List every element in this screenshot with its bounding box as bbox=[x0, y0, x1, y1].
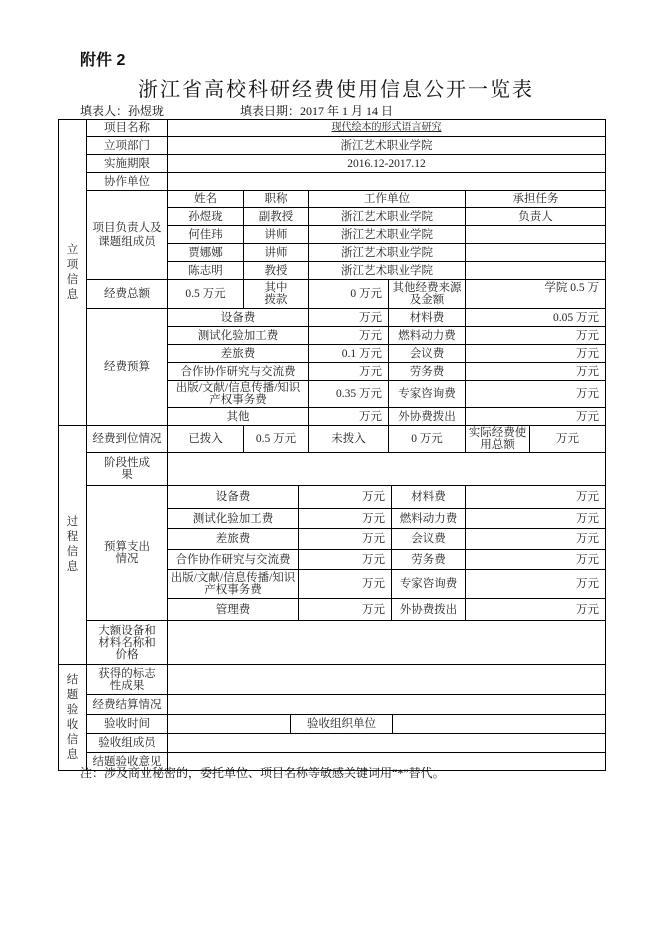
budget-item-label: 会议费 bbox=[388, 344, 466, 363]
label-out: 未拨入 bbox=[308, 425, 389, 453]
section-label: 过程信息 bbox=[66, 516, 79, 573]
member-task bbox=[465, 225, 606, 244]
label-org: 验收组织单位 bbox=[290, 714, 393, 734]
acceptance-org bbox=[392, 714, 606, 734]
arrival-in: 0.5 万元 bbox=[243, 425, 309, 453]
member-name: 贾娜娜 bbox=[167, 243, 244, 262]
stage-results bbox=[167, 452, 606, 486]
expense-item-value: 万元 bbox=[298, 485, 392, 509]
expense-item-value: 万元 bbox=[298, 549, 392, 570]
members-header: 职称 bbox=[243, 190, 309, 208]
expense-item-label: 会议费 bbox=[391, 528, 466, 550]
acceptance-time bbox=[167, 714, 291, 734]
funding-other: 学院 0.5 万 bbox=[465, 279, 606, 309]
budget-item-label: 合作协作研究与交流费 bbox=[167, 362, 309, 381]
expense-item-label: 外协费拨出 bbox=[391, 598, 466, 621]
page-title: 浙江省高校科研经费使用信息公开一览表 bbox=[138, 79, 534, 101]
large-equipment bbox=[167, 620, 606, 665]
budget-item-value: 万元 bbox=[308, 362, 389, 381]
member-task: 负责人 bbox=[465, 207, 606, 226]
label-members: 项目负责人及课题组成员 bbox=[86, 190, 168, 280]
label-budget: 经费预算 bbox=[86, 308, 168, 426]
label-acceptance-members: 验收组成员 bbox=[86, 733, 168, 753]
expense-item-value: 万元 bbox=[465, 508, 606, 529]
budget-item-value: 万元 bbox=[308, 326, 389, 345]
filler: 填表人：孙煜珑 bbox=[80, 104, 165, 118]
expense-item-value: 万元 bbox=[465, 598, 606, 621]
acceptance-members bbox=[167, 733, 606, 753]
project-period: 2016.12-2017.12 bbox=[167, 154, 606, 173]
label-results: 获得的标志性成果 bbox=[86, 664, 168, 695]
budget-item-label: 测试化验加工费 bbox=[167, 326, 309, 345]
expense-item-value: 万元 bbox=[298, 508, 392, 529]
expense-item-value: 万元 bbox=[465, 485, 606, 509]
budget-item-value: 0.1 万元 bbox=[308, 344, 389, 363]
section-setup bbox=[58, 119, 87, 426]
budget-item-value: 万元 bbox=[465, 344, 606, 363]
project-name: 现代绘本的形式语言研究 bbox=[167, 119, 606, 137]
footnote: 注：涉及商业秘密的，委托单位、项目名称等敏感关键词用“*”替代。 bbox=[80, 766, 445, 780]
member-task bbox=[465, 261, 606, 280]
attachment-label: 附件 2 bbox=[80, 52, 126, 69]
member-task bbox=[465, 243, 606, 262]
member-name: 陈志明 bbox=[167, 261, 244, 280]
member-name: 何佳玮 bbox=[167, 225, 244, 244]
expense-item-value: 万元 bbox=[298, 528, 392, 550]
budget-item-label: 差旅费 bbox=[167, 344, 309, 363]
label-expense: 预算支出情况 bbox=[86, 485, 168, 621]
label-partner: 协作单位 bbox=[86, 172, 168, 191]
budget-item-label: 燃料动力费 bbox=[388, 326, 466, 345]
budget-item-label: 其他 bbox=[167, 407, 309, 426]
budget-item-label: 设备费 bbox=[167, 308, 309, 327]
label-settlement: 经费结算情况 bbox=[86, 694, 168, 715]
expense-item-label: 材料费 bbox=[391, 485, 466, 509]
budget-item-label: 劳务费 bbox=[388, 362, 466, 381]
settlement bbox=[167, 694, 606, 715]
arrival-out: 0 万元 bbox=[388, 425, 466, 453]
member-unit: 浙江艺术职业学院 bbox=[308, 261, 466, 280]
budget-item-label: 出版/文献/信息传播/知识产权事务费 bbox=[167, 380, 309, 408]
expense-item-label: 专家咨询费 bbox=[391, 569, 466, 599]
expense-item-value: 万元 bbox=[298, 598, 392, 621]
label-time: 验收时间 bbox=[86, 714, 168, 734]
budget-item-value: 万元 bbox=[465, 380, 606, 408]
section-closing bbox=[58, 664, 87, 771]
project-dept: 浙江艺术职业学院 bbox=[167, 136, 606, 155]
closing-results bbox=[167, 664, 606, 695]
label-opinion: 结题验收意见 bbox=[86, 752, 168, 771]
expense-item-value: 万元 bbox=[298, 569, 392, 599]
member-title: 副教授 bbox=[243, 207, 309, 226]
expense-item-value: 万元 bbox=[465, 549, 606, 570]
fill-date: 填表日期：2017 年 1 月 14 日 bbox=[240, 104, 394, 118]
label-project-name: 项目名称 bbox=[86, 119, 168, 137]
expense-item-value: 万元 bbox=[465, 569, 606, 599]
label-total: 经费总额 bbox=[86, 279, 168, 309]
budget-item-value: 0.35 万元 bbox=[308, 380, 389, 408]
members-header: 工作单位 bbox=[308, 190, 466, 208]
budget-item-value: 万元 bbox=[465, 407, 606, 426]
label-period: 实施期限 bbox=[86, 154, 168, 173]
member-unit: 浙江艺术职业学院 bbox=[308, 207, 466, 226]
expense-item-label: 出版/文献/信息传播/知识产权事务费 bbox=[167, 569, 299, 599]
funding-total: 0.5 万元 bbox=[167, 279, 244, 309]
member-title: 讲师 bbox=[243, 243, 309, 262]
section-label: 立项信息 bbox=[66, 243, 79, 301]
budget-item-label: 材料费 bbox=[388, 308, 466, 327]
label-actual: 实际经费使用总额 bbox=[465, 425, 530, 453]
budget-item-value: 万元 bbox=[308, 308, 389, 327]
members-header: 承担任务 bbox=[465, 190, 606, 208]
label-dept: 立项部门 bbox=[86, 136, 168, 155]
members-header: 姓名 bbox=[167, 190, 244, 208]
member-title: 讲师 bbox=[243, 225, 309, 244]
funding-allocated: 0 万元 bbox=[308, 279, 389, 309]
expense-item-value: 万元 bbox=[465, 528, 606, 550]
budget-item-value: 万元 bbox=[465, 362, 606, 381]
arrival-actual: 万元 bbox=[529, 425, 606, 453]
member-unit: 浙江艺术职业学院 bbox=[308, 225, 466, 244]
section-process bbox=[58, 425, 87, 665]
expense-item-label: 劳务费 bbox=[391, 549, 466, 570]
budget-item-value: 万元 bbox=[465, 326, 606, 345]
member-title: 教授 bbox=[243, 261, 309, 280]
expense-item-label: 合作协作研究与交流费 bbox=[167, 549, 299, 570]
label-arrival: 经费到位情况 bbox=[86, 425, 168, 453]
section-label: 结题验收信息 bbox=[66, 673, 79, 761]
expense-item-label: 燃料动力费 bbox=[391, 508, 466, 529]
expense-item-label: 测试化验加工费 bbox=[167, 508, 299, 529]
expense-item-label: 设备费 bbox=[167, 485, 299, 509]
budget-item-value: 0.05 万元 bbox=[465, 308, 606, 327]
expense-item-label: 差旅费 bbox=[167, 528, 299, 550]
budget-item-label: 专家咨询费 bbox=[388, 380, 466, 408]
label-allocated: 其中拨款 bbox=[243, 279, 309, 309]
label-other-funding: 其他经费来源及金额 bbox=[388, 279, 466, 309]
member-name: 孙煜珑 bbox=[167, 207, 244, 226]
budget-item-value: 万元 bbox=[308, 407, 389, 426]
expense-item-label: 管理费 bbox=[167, 598, 299, 621]
label-large-equipment: 大额设备和材料名称和价格 bbox=[86, 620, 168, 665]
member-unit: 浙江艺术职业学院 bbox=[308, 243, 466, 262]
label-in: 已拨入 bbox=[167, 425, 244, 453]
project-partner bbox=[167, 172, 606, 191]
label-stage: 阶段性成果 bbox=[86, 452, 168, 486]
budget-item-label: 外协费拨出 bbox=[388, 407, 466, 426]
